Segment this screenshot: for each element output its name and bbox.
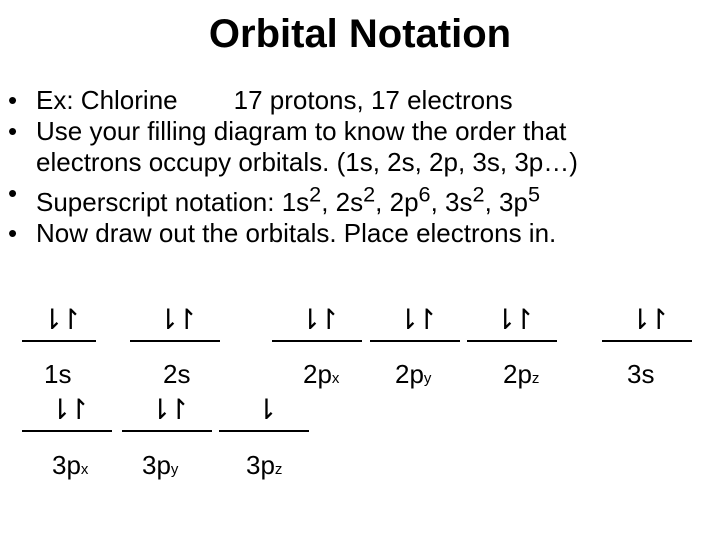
label-2py: 2py [395, 359, 432, 389]
label-3py: 3py [142, 450, 179, 480]
bullet-dot: • [8, 178, 18, 208]
orbital-2px [272, 298, 362, 342]
orbital-line [272, 340, 362, 342]
orbital-line [22, 430, 112, 432]
label-2pz: 2pz [503, 359, 540, 389]
bullet-superscript [8, 178, 578, 218]
electron-pair: ⇂↾ [628, 304, 666, 335]
bullet-filling-diagram [8, 116, 578, 147]
orbital-2py [370, 298, 460, 342]
label-3px: 3px [52, 450, 89, 480]
bullet-draw-orbitals [8, 218, 578, 249]
bullet-dot: • [8, 85, 18, 115]
bullet-dot: • [8, 217, 18, 248]
bullet-example [8, 85, 578, 116]
bullet-list [8, 85, 578, 249]
label-3s: 3s [627, 359, 655, 389]
orbital-3px [22, 388, 112, 432]
superscript-text: Superscript notation: $1s^2$, $2s^2$, $2p^6$, $3s^2$, $3p^5$ [36, 181, 540, 217]
orbital-line [602, 340, 692, 342]
slide-title: Orbital Notation [208, 12, 512, 56]
example-label: Ex: Chlorine [36, 85, 178, 115]
orbital-line [22, 340, 96, 342]
electron-pair: ⇂↾ [493, 304, 531, 335]
electron-pair: ⇂↾ [298, 304, 336, 335]
filling-text-line2: electrons occupy orbitals. (1s, 2s, 2p, 3s, 3p…) [36, 147, 578, 177]
orbital-line [122, 430, 212, 432]
orbital-3py [122, 388, 212, 432]
orbital-line [130, 340, 220, 342]
orbital-2pz [467, 298, 557, 342]
label-3pz: 3pz [246, 450, 283, 480]
example-detail: 17 protons, 17 electrons [233, 85, 513, 115]
electron-single: ⇂ [254, 394, 274, 425]
label-2px: 2px [303, 359, 340, 389]
filling-text-line1: Use your filling diagram to know the order that [36, 116, 567, 146]
bullet-dot: • [8, 116, 18, 146]
orbital-2s [130, 298, 220, 342]
electron-pair: ⇂↾ [40, 304, 78, 335]
draw-orbitals-text: Now draw out the orbitals. Place electrons in. [36, 217, 557, 248]
label-1s: 1s [44, 359, 72, 389]
electron-pair: ⇂↾ [48, 394, 86, 425]
electron-pair: ⇂↾ [396, 304, 434, 335]
orbital-line [467, 340, 557, 342]
orbital-1s [22, 298, 96, 342]
orbital-3pz [219, 388, 309, 432]
electron-pair: ⇂↾ [148, 394, 186, 425]
electron-pair: ⇂↾ [156, 304, 194, 335]
orbital-line [370, 340, 460, 342]
orbital-line [219, 430, 309, 432]
orbital-3s [602, 298, 692, 342]
label-2s: 2s [163, 359, 191, 389]
